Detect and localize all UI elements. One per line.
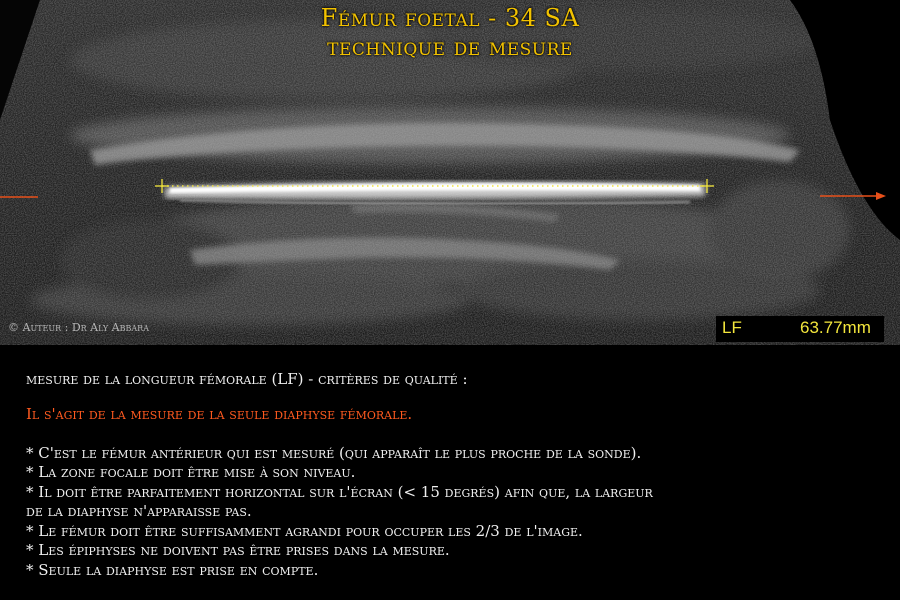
- measurement-label: LF: [722, 318, 742, 337]
- criterion-bullet: * La zone focale doit être mise à son niveau.: [26, 463, 356, 481]
- title-line-1: Fémur foetal - 34 SA: [320, 4, 580, 32]
- author-credit: © Auteur : Dr Aly Abbara: [8, 321, 149, 334]
- criterion-bullet-continuation: de la diaphyse n'apparaisse pas.: [26, 502, 252, 520]
- criterion-bullet: * Le fémur doit être suffisamment agrandi pour occuper les 2/3 de l'image.: [26, 522, 583, 540]
- measurement-value: 63.77mm: [800, 318, 871, 337]
- criterion-bullet: * Les épiphyses ne doivent pas être prises dans la mesure.: [26, 541, 450, 559]
- criteria-heading: mesure de la longueur fémorale (LF) - critères de qualité :: [26, 370, 468, 388]
- criterion-bullet: * Seule la diaphyse est prise en compte.: [26, 561, 319, 579]
- title-line-2: technique de mesure: [327, 33, 573, 61]
- main-criterion: Il s'agit de la mesure de la seule diaphyse fémorale.: [26, 405, 413, 423]
- explanation-panel: [0, 345, 900, 600]
- criterion-bullet: * C'est le fémur antérieur qui est mesuré (qui apparaît le plus proche de la sonde).: [26, 444, 642, 462]
- criterion-bullet: * Il doit être parfaitement horizontal sur l'écran (< 15 degrés) afin que, la largeur: [26, 483, 653, 501]
